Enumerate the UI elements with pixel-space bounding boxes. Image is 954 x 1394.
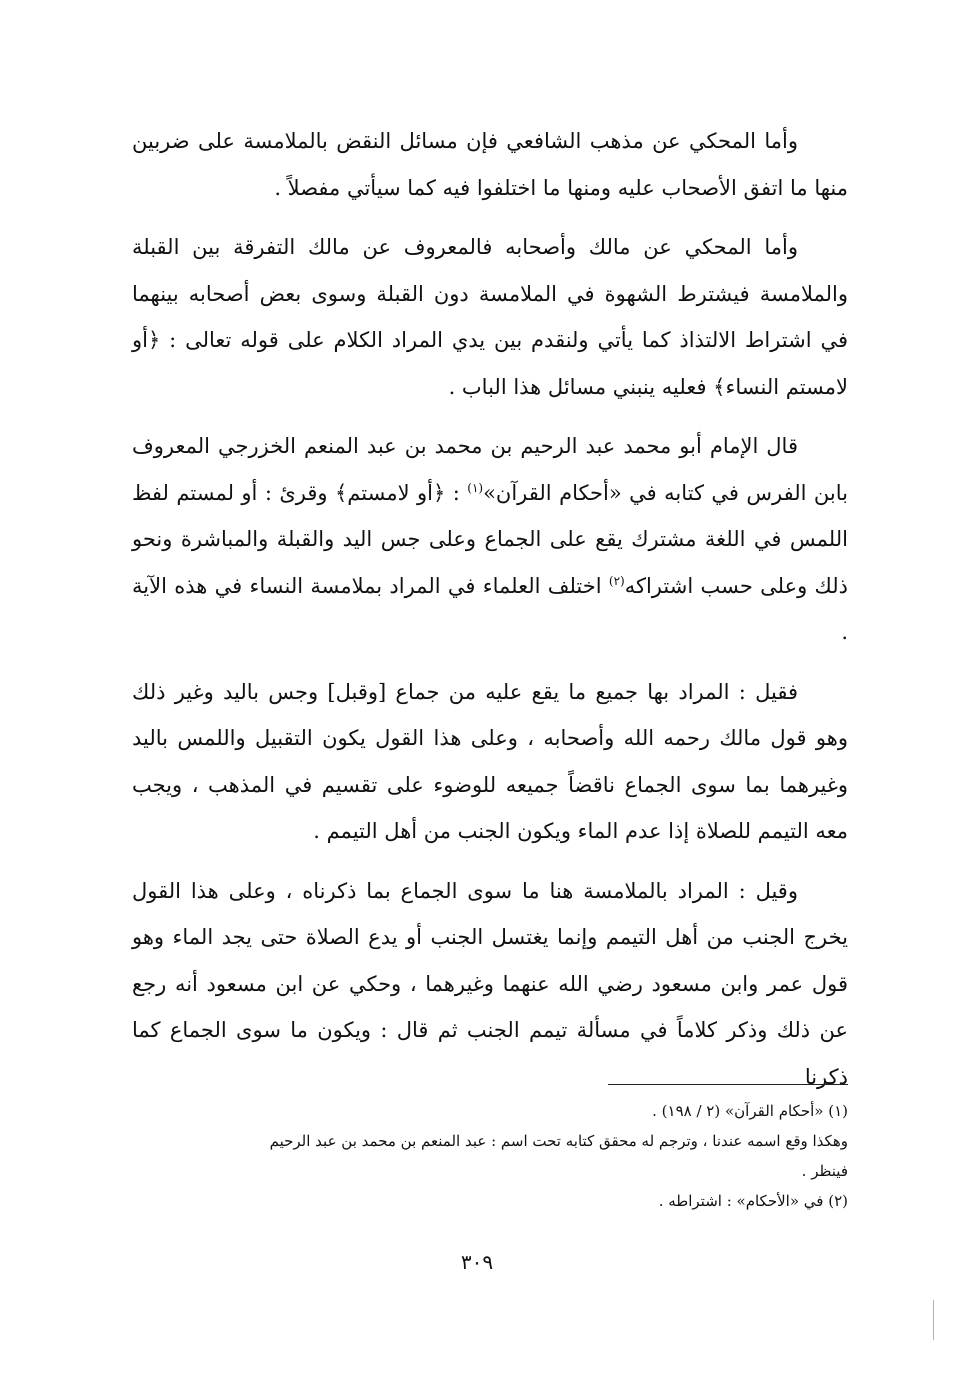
main-text — [132, 118, 848, 1113]
page-number: ٣٠٩ — [460, 1250, 494, 1274]
footnote-2: (٢) في «الأحكام» : اشتراطه . — [658, 1192, 848, 1210]
paragraph-2: وأما المحكي عن مالك وأصحابه فالمعروف عن مالك التفرقة بين القبلة والملامسة فيشترط الشهوة في الملامسة دون القبلة وسوى بعض أصحابه بينهما في اشتراط الالتذاذ كما يأتي ولنقدم بين يدي المراد الكلام على قوله تعالى : ﴿أو لامستم النساء﴾ فعليه ينبني مسائل هذا الباب . — [132, 235, 848, 399]
scan-edge-mark — [933, 1300, 934, 1340]
paragraph-3 — [132, 423, 848, 656]
paragraph-4: فقيل : المراد بها جميع ما يقع عليه من جماع [وقبل] وجس باليد وغير ذلك وهو قول مالك رحمه الله وأصحابه ، وعلى هذا القول يكون التقبيل واللمس باليد وغيرهما بما سوى الجماع ناقضاً جميعه للوضوء على تقسيم في المذهب ، ويجب معه التيمم للصلاة إذا عدم الماء ويكون الجنب من أهل التيمم . — [132, 679, 848, 843]
footnote-divider — [608, 1084, 848, 1085]
footnote-marker-1: (١) — [467, 480, 484, 495]
footnote-1-continuation: وهكذا وقع اسمه عندنا ، وترجم له محقق كتابه تحت اسم : عبد المنعم بن محمد بن عبد الرحيم — [269, 1132, 848, 1150]
paragraph-3-part-1: قال الإمام أبو محمد عبد الرحيم بن محمد بن عبد المنعم الخزرجي المعروف بابن الفرس في كتابه في «أحكام القرآن» — [132, 434, 848, 505]
footnotes — [132, 1096, 848, 1216]
paragraph-5: وقيل : المراد بالملامسة هنا ما سوى الجماع بما ذكرناه ، وعلى هذا القول يخرج الجنب من أهل التيمم وإنما يغتسل الجنب أو يدع الصلاة حتى يجد الماء وهو قول عمر وابن مسعود رضي الله عنهما وغيرهما ، وحكي عن ابن مسعود أنه رجع عن ذلك وذكر كلاماً في مسألة تيمم الجنب ثم قال : ويكون ما سوى الجماع كما ذكرنا — [132, 878, 848, 1089]
footnote-1: (١) «أحكام القرآن» (٢ / ١٩٨) . — [652, 1102, 848, 1120]
paragraph-3-part-2: : ﴿أو لامستم﴾ وقرئ : أو لمستم لفظ اللمس في اللغة مشترك يقع على الجماع وعلى جس اليد والقبلة والمباشرة ونحو ذلك وعلى حسب اشتراكه — [132, 480, 848, 598]
paragraph-1: وأما المحكي عن مذهب الشافعي فإن مسائل النقض بالملامسة على ضربين منها ما اتفق الأصحاب عليه ومنها ما اختلفوا فيه كما سيأتي مفصلاً . — [132, 129, 848, 200]
footnote-1-continuation-end: فينظر . — [801, 1162, 848, 1180]
footnote-marker-2: (٢) — [608, 573, 625, 588]
paragraph-3-part-3: اختلف العلماء في المراد بملامسة النساء في هذه الآية . — [132, 573, 848, 644]
